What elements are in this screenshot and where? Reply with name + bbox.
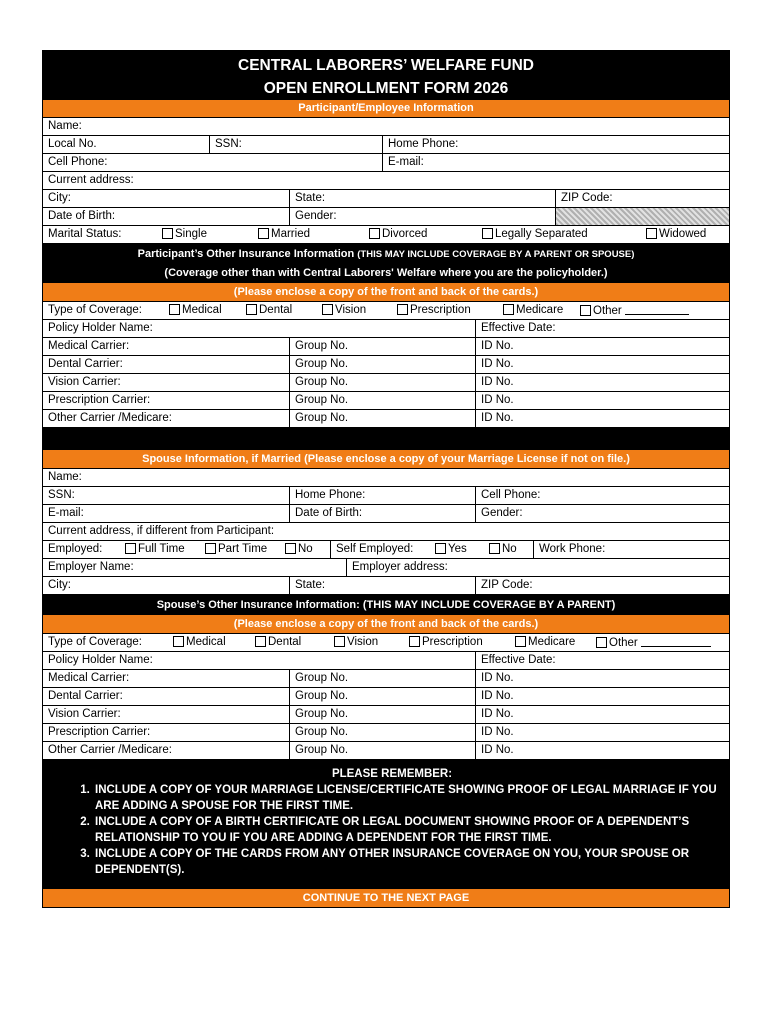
group-no-label[interactable]: Group No.: [289, 724, 475, 741]
id-no-label[interactable]: ID No.: [475, 688, 729, 705]
checkbox-icon[interactable]: [397, 304, 408, 315]
group-no-label[interactable]: Group No.: [289, 392, 475, 409]
checkbox-icon[interactable]: [369, 228, 380, 239]
participant-coverage-row: [43, 301, 729, 319]
spouse-city-label[interactable]: City:: [48, 579, 71, 591]
spouse-gender-label[interactable]: Gender:: [475, 505, 729, 522]
carrier-label[interactable]: Vision Carrier:: [48, 708, 121, 720]
other-blank[interactable]: [625, 302, 689, 315]
spouse-employed-row: [43, 540, 729, 558]
marital-single[interactable]: Single: [162, 226, 207, 243]
participant-carrier-rows: [43, 337, 729, 427]
self-employed-label: Self Employed:: [330, 541, 413, 558]
carrier-label[interactable]: Medical Carrier:: [48, 672, 130, 684]
id-no-label[interactable]: ID No.: [475, 410, 729, 427]
spouse-insurance-header: Spouse’s Other Insurance Information: (THIS MAY INCLUDE COVERAGE BY A PARENT): [43, 594, 729, 614]
id-no-label[interactable]: ID No.: [475, 742, 729, 759]
checkbox-icon[interactable]: [482, 228, 493, 239]
checkbox-icon[interactable]: [169, 304, 180, 315]
id-no-label[interactable]: ID No.: [475, 338, 729, 355]
effective-date-label[interactable]: Effective Date:: [475, 320, 729, 337]
id-no-label[interactable]: ID No.: [475, 392, 729, 409]
employed-label: Employed:: [48, 543, 103, 555]
spouse-email-row: [43, 504, 729, 522]
participant-local-row: [43, 135, 729, 153]
marital-widowed[interactable]: Widowed: [646, 226, 706, 243]
employer-address-label[interactable]: Employer address:: [346, 559, 729, 576]
carrier-row: [43, 355, 729, 373]
checkbox-icon[interactable]: [580, 305, 591, 316]
checkbox-icon[interactable]: [205, 543, 216, 554]
carrier-label[interactable]: Dental Carrier:: [48, 358, 123, 370]
spouse-address-row[interactable]: [43, 522, 729, 540]
id-no-label[interactable]: ID No.: [475, 670, 729, 687]
gender-label[interactable]: Gender:: [289, 208, 555, 225]
group-no-label[interactable]: Group No.: [289, 356, 475, 373]
carrier-row: [43, 687, 729, 705]
form-title-line2: OPEN ENROLLMENT FORM 2026: [263, 80, 509, 97]
spouse-home-phone-label[interactable]: Home Phone:: [289, 487, 475, 504]
group-no-label[interactable]: Group No.: [289, 670, 475, 687]
email-label[interactable]: E-mail:: [382, 154, 729, 171]
work-phone-label[interactable]: Work Phone:: [533, 541, 729, 558]
spouse-coverage-medicare[interactable]: Medicare: [515, 634, 575, 651]
carrier-label[interactable]: Other Carrier /Medicare:: [48, 744, 172, 756]
checkbox-icon[interactable]: [255, 636, 266, 647]
continue-next-page: CONTINUE TO THE NEXT PAGE: [43, 888, 729, 907]
spouse-employer-row: [43, 558, 729, 576]
participant-insurance-subtitle: (Coverage other than with Central Laborers' Welfare where you are the policyholder.): [164, 267, 608, 279]
spouse-policy-holder-label[interactable]: Policy Holder Name:: [48, 654, 153, 666]
checkbox-icon[interactable]: [162, 228, 173, 239]
coverage-medicare[interactable]: Medicare: [503, 302, 563, 319]
type-of-coverage-label: Type of Coverage:: [48, 304, 142, 316]
cell-phone-label[interactable]: Cell Phone:: [48, 156, 108, 168]
coverage-vision[interactable]: Vision: [322, 302, 366, 319]
spouse-section-header: Spouse Information, if Married (Please enclose a copy of your Marriage License if not on file.): [43, 449, 729, 468]
checkbox-icon[interactable]: [334, 636, 345, 647]
employed-no[interactable]: No: [285, 541, 313, 558]
carrier-row: [43, 337, 729, 355]
employed-part-time[interactable]: Part Time: [205, 541, 267, 558]
carrier-label[interactable]: Prescription Carrier:: [48, 726, 151, 738]
group-no-label[interactable]: Group No.: [289, 688, 475, 705]
ssn-label[interactable]: SSN:: [209, 136, 382, 153]
checkbox-icon[interactable]: [258, 228, 269, 239]
participant-name-row[interactable]: [43, 117, 729, 135]
spouse-coverage-prescription[interactable]: Prescription: [409, 634, 483, 651]
checkbox-icon[interactable]: [285, 543, 296, 554]
spouse-coverage-dental[interactable]: Dental: [255, 634, 301, 651]
spouse-ssn-label[interactable]: SSN:: [48, 489, 75, 501]
city-label[interactable]: City:: [48, 192, 71, 204]
group-no-label[interactable]: Group No.: [289, 742, 475, 759]
checkbox-icon[interactable]: [173, 636, 184, 647]
group-no-label[interactable]: Group No.: [289, 410, 475, 427]
employer-name-label[interactable]: Employer Name:: [48, 561, 134, 573]
marital-status-row: [43, 225, 729, 243]
remember-list: [63, 782, 721, 878]
spouse-carrier-rows: [43, 669, 729, 759]
dob-label[interactable]: Date of Birth:: [48, 210, 116, 222]
id-no-label[interactable]: ID No.: [475, 724, 729, 741]
carrier-label[interactable]: Vision Carrier:: [48, 376, 121, 388]
id-no-label[interactable]: ID No.: [475, 706, 729, 723]
carrier-label[interactable]: Medical Carrier:: [48, 340, 130, 352]
carrier-label[interactable]: Other Carrier /Medicare:: [48, 412, 172, 424]
current-address-label: Current address:: [48, 174, 134, 186]
participant-name-label: Name:: [48, 120, 82, 132]
checkbox-icon[interactable]: [435, 543, 446, 554]
carrier-row: [43, 741, 729, 759]
spouse-email-label[interactable]: E-mail:: [48, 507, 84, 519]
please-remember-box: [43, 759, 729, 888]
spouse-name-row[interactable]: [43, 468, 729, 486]
spouse-ssn-row: [43, 486, 729, 504]
participant-insurance-header: [43, 243, 729, 282]
participant-dob-row: [43, 207, 729, 225]
local-no-label[interactable]: Local No.: [48, 138, 97, 150]
marital-legally-separated[interactable]: Legally Separated: [482, 226, 588, 243]
state-label[interactable]: State:: [289, 190, 555, 207]
spouse-coverage-medical[interactable]: Medical: [173, 634, 226, 651]
spouse-coverage-vision[interactable]: Vision: [334, 634, 378, 651]
marital-status-label: Marital Status:: [48, 228, 122, 240]
spouse-effective-date-label[interactable]: Effective Date:: [475, 652, 729, 669]
participant-city-row: [43, 189, 729, 207]
spouse-zip-label[interactable]: ZIP Code:: [475, 577, 729, 594]
participant-insurance-title: Participant’s Other Insurance Information: [137, 248, 355, 260]
carrier-row: [43, 723, 729, 741]
remember-item: 1. INCLUDE A COPY OF YOUR MARRIAGE LICENSE/CERTIFICATE SHOWING PROOF OF LEGAL MARRIAGE IF YOU ARE ADDING A SPOUSE FOR THE FIRST TIME.: [93, 782, 721, 814]
black-divider: [43, 427, 729, 449]
enrollment-form: [42, 50, 730, 908]
form-title-line1: CENTRAL LABORERS’ WELFARE FUND: [238, 57, 534, 74]
checkbox-icon[interactable]: [322, 304, 333, 315]
remember-item: 2. INCLUDE A COPY OF A BIRTH CERTIFICATE OR LEGAL DOCUMENT SHOWING PROOF OF A DEPENDENT’S RELATIONSHIP TO YOU IF YOU ARE ADDING A DEPENDENT FOR THE FIRST TIME.: [93, 814, 721, 846]
checkbox-icon[interactable]: [503, 304, 514, 315]
group-no-label[interactable]: Group No.: [289, 338, 475, 355]
spouse-name-label: Name:: [48, 471, 82, 483]
remember-title: PLEASE REMEMBER:: [331, 768, 453, 780]
carrier-row: [43, 409, 729, 427]
spouse-coverage-other[interactable]: Other: [596, 634, 711, 651]
marital-married[interactable]: Married: [258, 226, 310, 243]
id-no-label[interactable]: ID No.: [475, 356, 729, 373]
spouse-coverage-row: [43, 633, 729, 651]
coverage-other[interactable]: Other: [580, 302, 689, 319]
home-phone-label[interactable]: Home Phone:: [382, 136, 729, 153]
participant-insurance-paren: (THIS MAY INCLUDE COVERAGE BY A PARENT OR SPOUSE): [357, 249, 635, 260]
participant-policy-row: [43, 319, 729, 337]
marital-divorced[interactable]: Divorced: [369, 226, 427, 243]
spouse-city-row: [43, 576, 729, 594]
participant-cell-row: [43, 153, 729, 171]
spouse-state-label[interactable]: State:: [289, 577, 475, 594]
spouse-dob-label[interactable]: Date of Birth:: [289, 505, 475, 522]
coverage-medical[interactable]: Medical: [169, 302, 222, 319]
policy-holder-label[interactable]: Policy Holder Name:: [48, 322, 153, 334]
checkbox-icon[interactable]: [646, 228, 657, 239]
spouse-policy-row: [43, 651, 729, 669]
self-employed-no[interactable]: No: [489, 541, 517, 558]
checkbox-icon[interactable]: [489, 543, 500, 554]
form-title: [43, 51, 729, 100]
carrier-row: [43, 669, 729, 687]
coverage-dental[interactable]: Dental: [246, 302, 292, 319]
participant-address-row[interactable]: [43, 171, 729, 189]
coverage-prescription[interactable]: Prescription: [397, 302, 471, 319]
shaded-cell: [555, 208, 729, 225]
checkbox-icon[interactable]: [409, 636, 420, 647]
carrier-label[interactable]: Dental Carrier:: [48, 690, 123, 702]
id-no-label[interactable]: ID No.: [475, 374, 729, 391]
carrier-row: [43, 391, 729, 409]
participant-section-header: Participant/Employee Information: [43, 100, 729, 117]
remember-item: 3. INCLUDE A COPY OF THE CARDS FROM ANY OTHER INSURANCE COVERAGE ON YOU, YOUR SPOUSE OR DEPENDENT(S).: [93, 846, 721, 878]
checkbox-icon[interactable]: [515, 636, 526, 647]
checkbox-icon[interactable]: [246, 304, 257, 315]
checkbox-icon[interactable]: [125, 543, 136, 554]
employed-full-time[interactable]: Full Time: [125, 541, 185, 558]
spouse-enclose-note: (Please enclose a copy of the front and back of the cards.): [43, 614, 729, 633]
self-employed-yes[interactable]: Yes: [435, 541, 467, 558]
group-no-label[interactable]: Group No.: [289, 374, 475, 391]
checkbox-icon[interactable]: [596, 637, 607, 648]
participant-enclose-note: (Please enclose a copy of the front and back of the cards.): [43, 282, 729, 301]
zip-label[interactable]: ZIP Code:: [555, 190, 729, 207]
spouse-type-of-coverage-label: Type of Coverage:: [48, 636, 142, 648]
carrier-row: [43, 373, 729, 391]
group-no-label[interactable]: Group No.: [289, 706, 475, 723]
carrier-label[interactable]: Prescription Carrier:: [48, 394, 151, 406]
carrier-row: [43, 705, 729, 723]
spouse-address-label: Current address, if different from Participant:: [48, 525, 275, 537]
spouse-cell-phone-label[interactable]: Cell Phone:: [475, 487, 729, 504]
spouse-other-blank[interactable]: [641, 634, 711, 647]
